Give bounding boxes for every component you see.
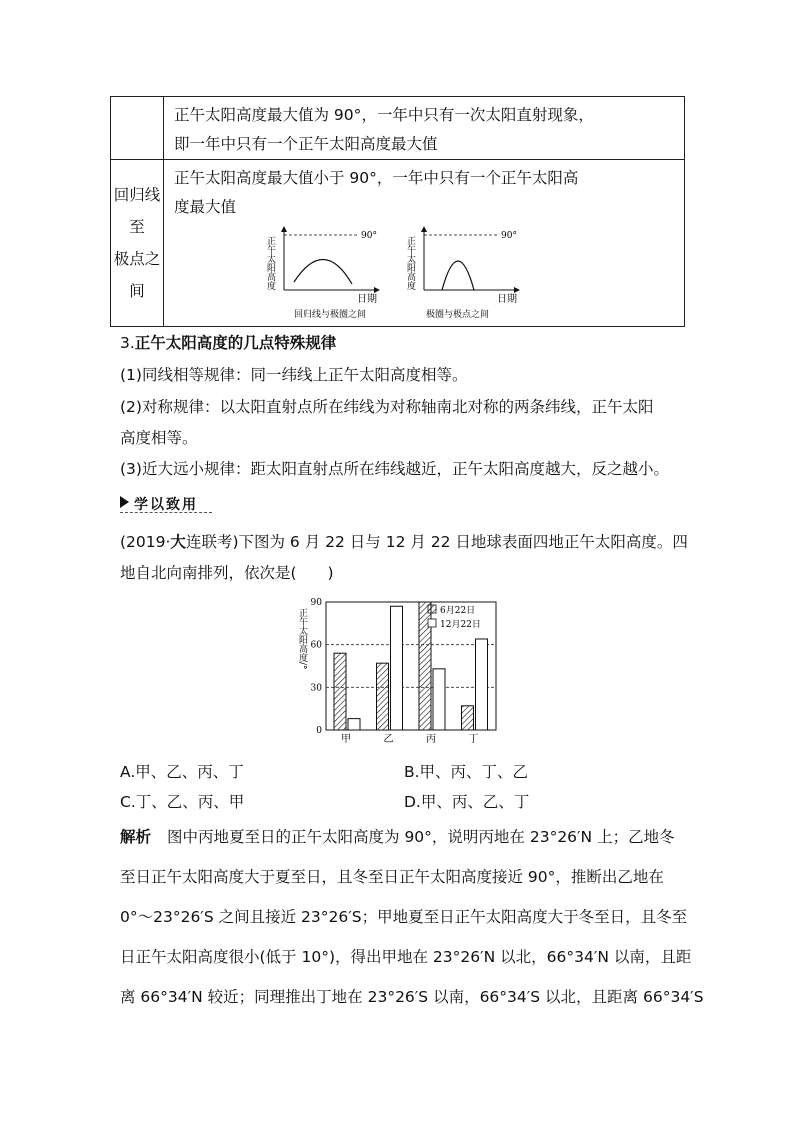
row2-line2: 度最大值 xyxy=(174,198,237,216)
rule-2-line1: (2)对称规律：以太阳直射点所在纬线为对称轴南北对称的两条纬线，正午太阳 xyxy=(120,398,654,416)
analysis-block xyxy=(120,817,704,1017)
section-title-text: 正午太阳高度的几点特殊规律 xyxy=(134,334,337,352)
graph-between-tropic-circle xyxy=(265,226,380,320)
analysis-line4: 日正午太阳高度很小(低于 10°)，得出甲地在 23°26′N 以北，66°34′N 以南，且距 xyxy=(120,948,692,966)
graph1-ref-label: 90° xyxy=(361,231,377,241)
graph1-y-label: 正午太阳高度 xyxy=(265,236,275,290)
row1-line2: 即一年中只有一个正午太阳高度最大值 xyxy=(174,135,438,153)
question-source-bold: 大 xyxy=(170,533,186,551)
graph1-caption: 回归线与极圈之间 xyxy=(294,310,367,320)
option-a[interactable]: A.甲、乙、丙、丁 xyxy=(120,763,244,781)
triangle-icon xyxy=(120,496,129,508)
bar xyxy=(476,639,488,730)
x-tick-label: 甲 xyxy=(341,734,351,745)
table-row1-left xyxy=(111,97,164,160)
row2-left-line2: 极点之间 xyxy=(113,250,161,300)
y-tick-label: 90 xyxy=(310,598,322,608)
table-row2-right xyxy=(164,160,685,327)
legend-label: 6月22日 xyxy=(440,606,476,616)
legend-label: 12月22日 xyxy=(440,620,481,630)
option-c[interactable]: C.丁、乙、丙、甲 xyxy=(120,793,245,811)
y-tick-label: 60 xyxy=(310,640,322,651)
analysis-line3: 0°～23°26′S 之间且接近 23°26′S；甲地夏至日正午太阳高度大于冬至日，且冬至 xyxy=(120,908,688,926)
graph1-x-label: 日期 xyxy=(357,294,377,305)
x-tick-label: 乙 xyxy=(383,734,394,745)
bar xyxy=(348,719,360,730)
legend-swatch xyxy=(428,605,436,613)
analysis-label: 解析 xyxy=(120,828,152,846)
banner-underline xyxy=(120,512,212,513)
graph-circle-pole xyxy=(405,226,520,320)
rule-3: (3)近大远小规律：距太阳直射点所在纬线越近，正午太阳高度越大，反之越小。 xyxy=(120,460,669,478)
table-row1-right xyxy=(164,97,685,160)
legend-swatch xyxy=(428,619,436,627)
row1-line1: 正午太阳高度最大值为 90°，一年中只有一次太阳直射现象， xyxy=(174,106,594,124)
question-line1 xyxy=(120,531,688,553)
rule-1: (1)同线相等规律：同一纬线上正午太阳高度相等。 xyxy=(120,366,468,384)
y-axis-label: 正午太阳高度/° xyxy=(297,608,307,670)
analysis-line1-text: 图中丙地夏至日的正午太阳高度为 90°，说明丙地在 23°26′N 上；乙地冬 xyxy=(167,828,675,846)
bar xyxy=(462,706,474,730)
section-title xyxy=(120,332,336,354)
question-source-post: 连联考)下图为 6 月 22 日与 12 月 22 日地球表面四地正午太阳高度。四 xyxy=(185,533,688,551)
bar xyxy=(377,663,389,730)
row2-left-line1: 回归线至 xyxy=(113,186,161,236)
small-graphs xyxy=(264,224,684,324)
rule-2-line2: 高度相等。 xyxy=(120,429,198,447)
graph2-ref-label: 90° xyxy=(501,231,517,241)
y-tick-label: 30 xyxy=(310,683,322,694)
bar xyxy=(433,669,445,730)
option-d[interactable]: D.甲、丙、乙、丁 xyxy=(404,793,530,811)
question-source-pre: (2019· xyxy=(120,533,171,551)
x-tick-label: 丁 xyxy=(468,734,479,745)
graph2-caption: 极圈与极点之间 xyxy=(426,310,490,320)
section-title-num: 3. xyxy=(120,334,135,352)
analysis-line1 xyxy=(120,817,704,857)
x-tick-label: 丙 xyxy=(426,734,436,745)
bar xyxy=(334,653,346,730)
summary-table xyxy=(110,96,685,327)
row2-line1: 正午太阳高度最大值小于 90°，一年中只有一个正午太阳高 xyxy=(174,169,579,187)
option-b[interactable]: B.甲、丙、丁、乙 xyxy=(404,763,529,781)
y-tick-label: 0 xyxy=(316,726,322,736)
graph2-x-label: 日期 xyxy=(497,294,517,305)
graph2-y-label: 正午太阳高度 xyxy=(405,236,415,290)
practice-banner xyxy=(120,494,212,512)
analysis-line5: 离 66°34′N 较近；同理推出丁地在 23°26′S 以南，66°34′S 以北，且距离 66°34′S xyxy=(120,988,704,1006)
table-row2-left xyxy=(111,160,164,327)
banner-text: 学以致用 xyxy=(134,497,198,513)
bar xyxy=(391,606,403,730)
bar-chart xyxy=(290,596,510,746)
question-line2: 地自北向南排列，依次是( ) xyxy=(120,564,334,582)
analysis-line2: 至日正午太阳高度大于夏至日，且冬至日正午太阳高度接近 90°，推断出乙地在 xyxy=(120,868,664,886)
